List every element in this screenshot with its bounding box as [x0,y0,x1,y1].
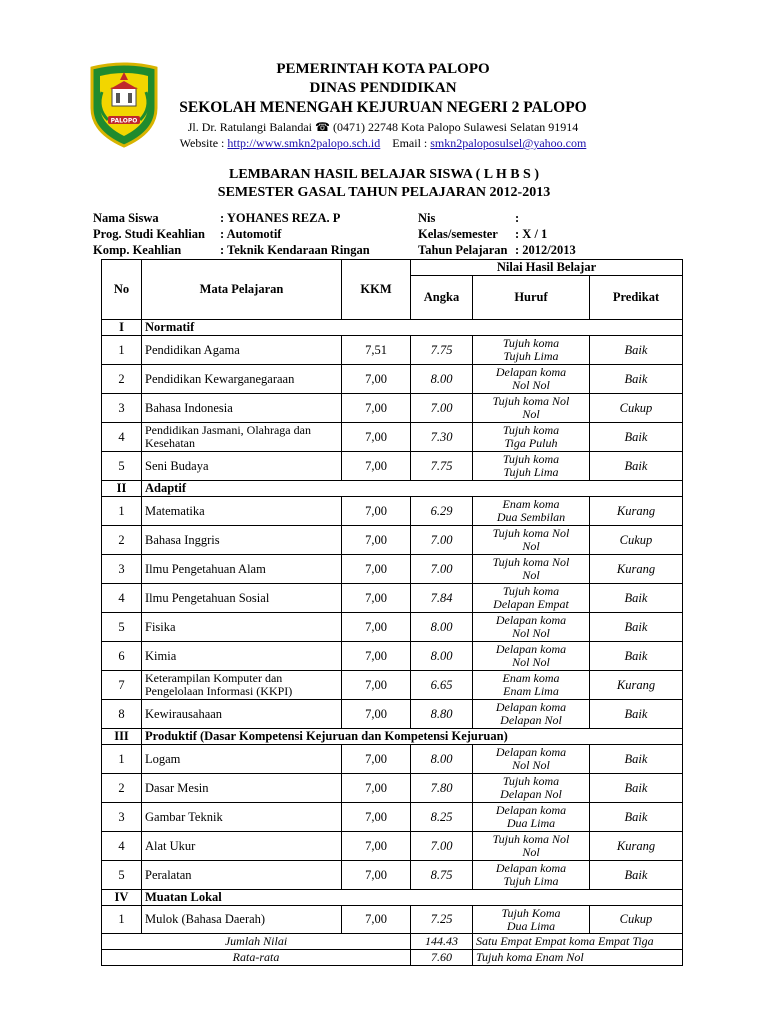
table-row [102,832,683,861]
row-kkm: 7,00 [342,745,411,774]
row-mata-pelajaran: Seni Budaya [142,452,342,481]
row-angka: 7.80 [411,774,473,803]
row-angka: 8.00 [411,365,473,394]
row-mata-pelajaran: Pendidikan Kewarganegaraan [142,365,342,394]
row-huruf [473,526,590,555]
row-kkm: 7,00 [342,584,411,613]
row-huruf [473,613,590,642]
row-no: 7 [102,671,142,700]
row-predikat: Kurang [590,555,683,584]
section-name: Normatif [142,320,683,336]
row-mata-pelajaran: Alat Ukur [142,832,342,861]
row-huruf [473,906,590,934]
section-row [102,320,683,336]
row-angka: 7.25 [411,906,473,934]
row-angka: 7.84 [411,584,473,613]
huruf-line-2: Dua Sembilan [496,510,566,524]
row-mata-pelajaran: Pendidikan Agama [142,336,342,365]
section-roman: II [102,481,142,497]
huruf-line-2: Tiga Puluh [504,436,558,450]
row-huruf [473,745,590,774]
rata-rata-row [102,950,683,966]
jumlah-nilai-label: Jumlah Nilai [102,934,411,950]
jumlah-nilai-huruf: Satu Empat Empat koma Empat Tiga [473,934,683,950]
table-row [102,613,683,642]
huruf-line-2: Nol Nol [512,378,550,392]
row-predikat: Baik [590,861,683,890]
title-line-1: LEMBARAN HASIL BELAJAR SISWA ( L H B S ) [228,167,540,182]
row-huruf [473,700,590,729]
row-kkm: 7,00 [342,613,411,642]
row-mata-pelajaran: Fisika [142,613,342,642]
huruf-line-2: Nol [522,539,540,553]
row-kkm: 7,00 [342,671,411,700]
address-phone: (0471) 22748 Kota Palopo Sulawesi Selatan 91914 [332,120,579,134]
row-huruf [473,423,590,452]
row-kkm: 7,00 [342,700,411,729]
grades-table-body [102,260,683,966]
huruf-line-2: Tujuh Lima [503,349,559,363]
table-row [102,423,683,452]
row-predikat: Baik [590,803,683,832]
huruf-line-1: Tujuh koma Nol [492,555,570,569]
phone-icon: ☎ [315,120,330,134]
mata-pelajaran-line-2: Kesehatan [145,436,195,450]
row-no: 4 [102,584,142,613]
huruf-line-2: Nol Nol [512,655,550,669]
huruf-line-1: Tujuh koma [502,774,560,788]
huruf-line-2: Delapan Empat [493,597,569,611]
row-kkm: 7,00 [342,526,411,555]
huruf-line-2: Dua Lima [506,918,556,933]
jumlah-nilai-row [102,934,683,950]
row-no: 6 [102,642,142,671]
huruf-line-1: Tujuh koma [502,423,560,437]
row-kkm: 7,00 [342,832,411,861]
header-line-2: DINAS PENDIDIKAN [309,80,457,96]
row-kkm: 7,00 [342,394,411,423]
title-line-2: SEMESTER GASAL TAHUN PELAJARAN 2012-2013 [217,185,551,200]
huruf-line-1: Delapan koma [495,613,567,627]
row-no: 1 [102,906,142,934]
row-predikat: Baik [590,336,683,365]
table-row [102,861,683,890]
rata-rata-huruf: Tujuh koma Enam Nol [473,950,683,966]
huruf-line-1: Tujuh koma Nol [492,394,570,408]
email-link[interactable]: smkn2paloposulsel@yahoo.com [430,136,587,150]
row-predikat: Baik [590,584,683,613]
row-kkm: 7,00 [342,497,411,526]
rata-rata-label: Rata-rata [102,950,411,966]
huruf-line-2: Nol Nol [512,758,550,772]
row-angka: 7.00 [411,526,473,555]
row-no: 3 [102,803,142,832]
huruf-line-2: Delapan Nol [500,713,562,727]
document-title [100,166,668,202]
row-angka: 8.00 [411,613,473,642]
row-angka: 8.75 [411,861,473,890]
row-mata-pelajaran [142,671,342,700]
section-roman: III [102,729,142,745]
header-predikat: Predikat [590,276,683,320]
table-row [102,526,683,555]
row-kkm: 7,00 [342,861,411,890]
row-angka: 7.75 [411,452,473,481]
row-kkm: 7,00 [342,555,411,584]
email-label: Email : [392,136,428,150]
jumlah-nilai-angka: 144.43 [411,934,473,950]
row-mata-pelajaran [142,423,342,452]
label-komp-keahlian: Komp. Keahlian [93,243,182,257]
table-row [102,394,683,423]
section-row [102,890,683,906]
value-komp-keahlian: : Teknik Kendaraan Ringan [220,243,370,257]
row-no: 1 [102,745,142,774]
row-mata-pelajaran: Mulok (Bahasa Daerah) [142,906,342,934]
row-angka: 6.29 [411,497,473,526]
table-header-row [102,260,683,276]
row-mata-pelajaran: Kimia [142,642,342,671]
row-angka: 7.00 [411,555,473,584]
value-prog-studi: : Automotif [220,227,282,241]
huruf-line-1: Delapan koma [495,803,567,817]
row-mata-pelajaran: Bahasa Indonesia [142,394,342,423]
section-name: Muatan Lokal [142,890,683,906]
row-angka: 7.00 [411,832,473,861]
table-row [102,906,683,934]
value-kelas: : X / 1 [515,227,548,241]
section-roman: I [102,320,142,336]
row-no: 5 [102,452,142,481]
row-huruf [473,584,590,613]
letterhead [150,60,616,151]
row-no: 8 [102,700,142,729]
table-row [102,803,683,832]
row-huruf [473,774,590,803]
row-kkm: 7,51 [342,336,411,365]
value-nama-siswa: : YOHANES REZA. P [220,211,341,225]
row-kkm: 7,00 [342,452,411,481]
table-row [102,584,683,613]
label-nis: Nis [418,211,436,225]
rata-rata-angka: 7.60 [411,950,473,966]
mata-pelajaran-line-2: Pengelolaan Informasi (KKPI) [145,684,293,698]
huruf-line-2: Nol [522,568,540,582]
label-nama-siswa: Nama Siswa [93,211,159,225]
header-line-3: SEKOLAH MENENGAH KEJURUAN NEGERI 2 PALOPO [179,99,587,116]
row-huruf [473,861,590,890]
row-angka: 7.30 [411,423,473,452]
row-huruf [473,642,590,671]
row-angka: 6.65 [411,671,473,700]
header-mata-pelajaran: Mata Pelajaran [142,260,342,320]
value-nis: : [515,211,520,225]
address-street: Jl. Dr. Ratulangi Balandai [187,120,313,134]
row-no: 4 [102,423,142,452]
row-kkm: 7,00 [342,774,411,803]
row-kkm: 7,00 [342,803,411,832]
label-tahun: Tahun Pelajaran [418,243,508,257]
huruf-line-1: Delapan koma [495,745,567,759]
huruf-line-1: Tujuh koma Nol [492,832,570,846]
row-angka: 8.80 [411,700,473,729]
website-link[interactable]: http://www.smkn2palopo.sch.id [227,136,381,150]
header-line-1: PEMERINTAH KOTA PALOPO [276,61,490,77]
row-huruf [473,803,590,832]
huruf-line-1: Delapan koma [495,642,567,656]
row-angka: 8.25 [411,803,473,832]
row-mata-pelajaran: Gambar Teknik [142,803,342,832]
header-nilai-hasil-belajar: Nilai Hasil Belajar [411,260,683,276]
huruf-line-1: Delapan koma [495,700,567,714]
huruf-line-2: Nol Nol [512,626,550,640]
huruf-line-1: Enam koma [502,497,560,511]
row-predikat: Baik [590,700,683,729]
huruf-line-2: Nol [522,407,540,421]
row-huruf [473,394,590,423]
row-kkm: 7,00 [342,642,411,671]
row-predikat: Kurang [590,497,683,526]
row-no: 2 [102,526,142,555]
table-row [102,671,683,700]
table-row [102,497,683,526]
row-predikat: Cukup [590,394,683,423]
row-huruf [473,671,590,700]
section-row [102,481,683,497]
row-no: 5 [102,861,142,890]
row-predikat: Baik [590,642,683,671]
row-huruf [473,452,590,481]
row-no: 3 [102,394,142,423]
row-mata-pelajaran: Logam [142,745,342,774]
table-row [102,642,683,671]
table-row [102,700,683,729]
row-kkm: 7,00 [342,906,411,934]
section-name: Produktif (Dasar Kompetensi Kejuruan dan Kompetensi Kejuruan) [142,729,683,745]
row-angka: 8.00 [411,745,473,774]
row-predikat: Baik [590,365,683,394]
table-row [102,555,683,584]
row-predikat: Kurang [590,832,683,861]
huruf-line-2: Tujuh Lima [503,874,559,888]
row-huruf [473,365,590,394]
row-huruf [473,832,590,861]
table-row [102,365,683,394]
school-address [150,119,616,135]
mata-pelajaran-line-1: Pendidikan Jasmani, Olahraga dan [145,423,311,437]
value-tahun: : 2012/2013 [515,243,576,257]
row-predikat: Cukup [590,906,683,934]
logo-text: PALOPO [110,117,138,125]
huruf-line-2: Dua Lima [506,816,556,830]
section-roman: IV [102,890,142,906]
huruf-line-1: Delapan koma [495,861,567,875]
header-no: No [102,260,142,320]
row-predikat: Kurang [590,671,683,700]
row-mata-pelajaran: Ilmu Pengetahuan Sosial [142,584,342,613]
row-predikat: Baik [590,452,683,481]
huruf-line-1: Enam koma [502,671,560,685]
row-huruf [473,555,590,584]
row-mata-pelajaran: Ilmu Pengetahuan Alam [142,555,342,584]
huruf-line-2: Enam Lima [503,684,559,698]
table-row [102,452,683,481]
row-no: 2 [102,365,142,394]
row-predikat: Baik [590,613,683,642]
row-no: 4 [102,832,142,861]
row-predikat: Cukup [590,526,683,555]
row-kkm: 7,00 [342,365,411,394]
row-mata-pelajaran: Matematika [142,497,342,526]
header-huruf: Huruf [473,276,590,320]
row-kkm: 7,00 [342,423,411,452]
website-label: Website : [179,136,225,150]
header-kkm: KKM [342,260,411,320]
header-angka: Angka [411,276,473,320]
row-no: 5 [102,613,142,642]
row-predikat: Baik [590,745,683,774]
table-row [102,336,683,365]
huruf-line-2: Nol [522,845,540,859]
row-huruf [473,336,590,365]
row-mata-pelajaran: Dasar Mesin [142,774,342,803]
section-name: Adaptif [142,481,683,497]
row-no: 1 [102,336,142,365]
huruf-line-1: Tujuh koma [502,336,560,350]
row-no: 2 [102,774,142,803]
row-mata-pelajaran: Bahasa Inggris [142,526,342,555]
row-mata-pelajaran: Peralatan [142,861,342,890]
label-prog-studi: Prog. Studi Keahlian [93,227,205,241]
row-angka: 8.00 [411,642,473,671]
section-row [102,729,683,745]
label-kelas: Kelas/semester [418,227,498,241]
row-angka: 7.00 [411,394,473,423]
row-no: 1 [102,497,142,526]
table-row [102,745,683,774]
row-huruf [473,497,590,526]
row-angka: 7.75 [411,336,473,365]
huruf-line-1: Tujuh Koma [501,905,561,920]
row-predikat: Baik [590,774,683,803]
huruf-line-2: Delapan Nol [500,787,562,801]
huruf-line-1: Delapan koma [495,365,567,379]
huruf-line-1: Tujuh koma Nol [492,526,570,540]
huruf-line-1: Tujuh koma [502,584,560,598]
table-row [102,774,683,803]
student-info-left [93,210,370,258]
student-info-right [418,210,576,258]
mata-pelajaran-line-1: Keterampilan Komputer dan [145,671,283,685]
row-no: 3 [102,555,142,584]
grades-table [101,259,683,966]
huruf-line-1: Tujuh koma [502,452,560,466]
school-contacts [150,135,616,151]
row-predikat: Baik [590,423,683,452]
huruf-line-2: Tujuh Lima [503,465,559,479]
row-mata-pelajaran: Kewirausahaan [142,700,342,729]
